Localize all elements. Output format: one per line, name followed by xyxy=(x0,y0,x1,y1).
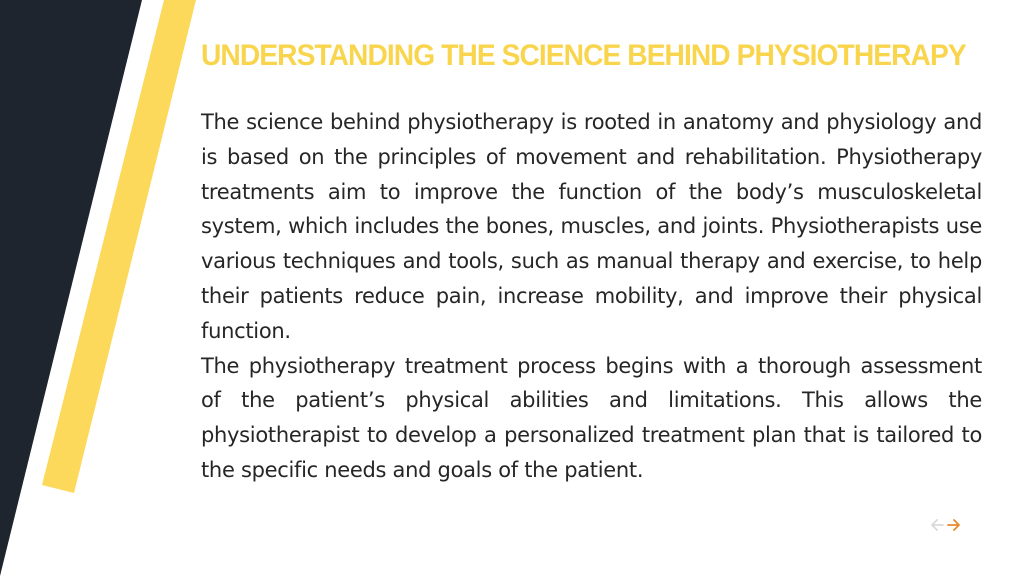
arrow-right-icon xyxy=(947,518,961,532)
slide-title: UNDERSTANDING THE SCIENCE BEHIND PHYSIOTHERAPY xyxy=(201,39,966,72)
arrow-left-icon xyxy=(930,518,944,532)
slide-body xyxy=(201,105,982,488)
previous-slide-button[interactable] xyxy=(930,518,944,532)
slide-navigation xyxy=(930,515,961,535)
body-paragraph: The science behind physiotherapy is rooted in anatomy and physiology and is based on the principles of movement and rehabilitation. Physiotherapy treatments aim to improve the function of the body’s musculoskeletal system, which includes the bones, muscles, and joints. Physiotherapists use various techniques and tools, such as manual therapy and exercise, to help their patients reduce pain, increase mobility, and improve their physical function. xyxy=(201,110,982,343)
next-slide-button[interactable] xyxy=(947,518,961,532)
body-paragraph: The physiotherapy treatment process begins with a thorough assessment of the patient’s physical abilities and limitations. This allows the physiotherapist to develop a personalized treatment plan that is tailored to the specific needs and goals of the patient. xyxy=(201,353,982,482)
